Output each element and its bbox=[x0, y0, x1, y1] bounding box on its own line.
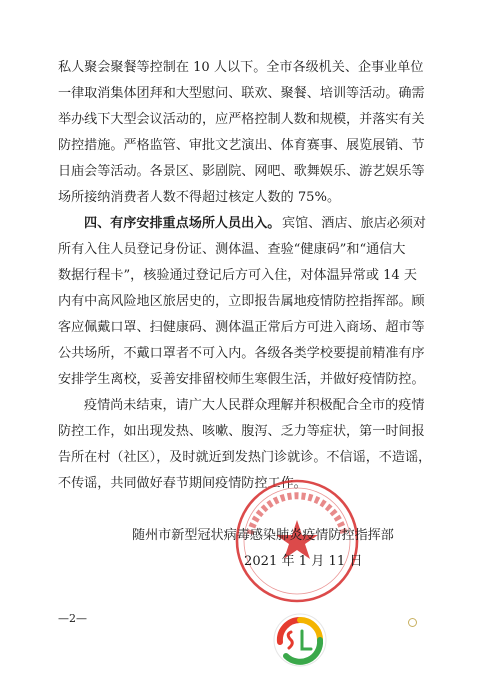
text-line: 告所在村（社区），及时就近到发热门诊就诊。不信谣，不造谣， bbox=[58, 450, 432, 465]
signature-organization: 随州市新型冠状病毒感染肺炎疫情防控指挥部 bbox=[132, 528, 394, 543]
text-line: 防控工作，如出现发热、咳嗽、腹泻、乏力等症状，第一时间报 bbox=[58, 424, 425, 439]
watermark-logo-icon bbox=[272, 612, 328, 668]
decorative-dot bbox=[408, 618, 417, 627]
section-heading: 四、有序安排重点场所人员出入。 bbox=[84, 216, 281, 231]
page-number: —2— bbox=[58, 612, 87, 625]
text-line: 数据行程卡”，核验通过登记后方可入住，对体温异常或 14 天 bbox=[58, 268, 418, 283]
text-line: 不传谣，共同做好春节期间疫情防控工作。 bbox=[58, 476, 307, 491]
text-line: 举办线下大型会议活动的，应严格控制人数和规模，并落实有关 bbox=[58, 112, 425, 127]
text-line: 宾馆、酒店、旅店必须对 bbox=[282, 216, 427, 231]
text-line: 日庙会等活动。各景区、影剧院、网吧、歌舞娱乐、游艺娱乐等 bbox=[58, 164, 425, 179]
signature-date: 2021 年 1 月 11 日 bbox=[244, 554, 363, 569]
text-line: 一律取消集体团拜和大型慰问、联欢、聚餐、培训等活动。确需 bbox=[58, 86, 425, 101]
text-line: 公共场所，不戴口罩者不可入内。各级各类学校要提前精准有序 bbox=[58, 346, 425, 361]
text-line: 安排学生离校，妥善安排留校师生寒假生活，并做好疫情防控。 bbox=[58, 372, 425, 387]
text-line: 所有入住人员登记身份证、测体温、查验“健康码”和“通信大 bbox=[58, 242, 406, 257]
text-line: 客应佩戴口罩、扫健康码、测体温正常后方可进入商场、超市等 bbox=[58, 320, 425, 335]
text-line: 疫情尚未结束，请广大人民群众理解并积极配合全市的疫情 bbox=[84, 398, 425, 413]
text-line: 私人聚会聚餐等控制在 10 人以下。全市各级机关、企事业单位 bbox=[58, 60, 424, 75]
text-line: 场所接纳消费者人数不得超过核定人数的 75%。 bbox=[58, 190, 341, 205]
text-line: 防控措施。严格监管、审批文艺演出、体育赛事、展览展销、节 bbox=[58, 138, 425, 153]
text-line: 内有中高风险地区旅居史的，立即报告属地疫情防控指挥部。顾 bbox=[58, 294, 425, 309]
